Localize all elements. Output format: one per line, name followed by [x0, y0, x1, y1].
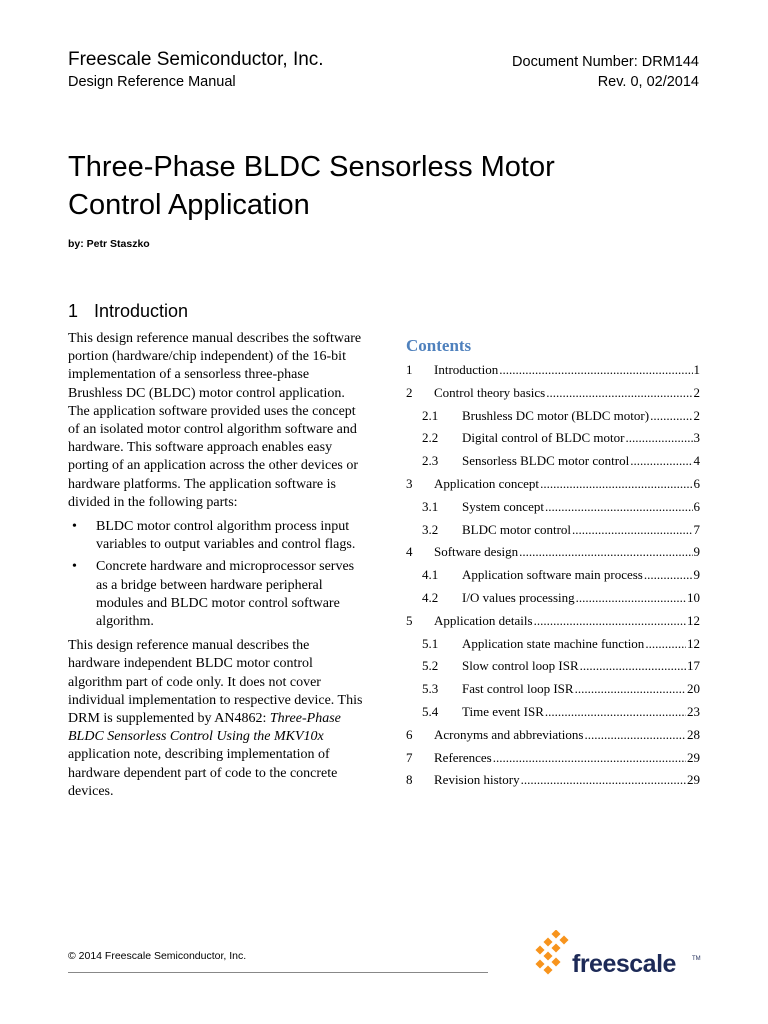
toc-entry[interactable] — [406, 476, 700, 499]
toc-entry-page: 17 — [687, 658, 700, 674]
title-line-1: Three-Phase BLDC Sensorless Motor — [68, 151, 555, 183]
logo-diamond — [551, 943, 560, 952]
logo-diamond — [543, 937, 552, 946]
toc-entry-number: 8 — [406, 772, 413, 788]
toc-entry[interactable] — [406, 544, 700, 567]
toc-leader-dots — [575, 681, 686, 697]
toc-entry-page: 29 — [687, 772, 700, 788]
bullet-symbol: • — [72, 559, 77, 575]
logo-diamond — [551, 957, 560, 966]
toc-entry[interactable] — [406, 658, 700, 681]
toc-entry-number: 5.1 — [422, 635, 439, 651]
toc-entry-page: 9 — [693, 544, 700, 560]
toc-entry-number: 3.2 — [422, 521, 439, 537]
toc-entry-number: 5.4 — [422, 703, 439, 719]
header-left — [68, 48, 324, 92]
logo-trademark: TM — [692, 956, 701, 962]
table-of-contents — [406, 336, 700, 795]
toc-entry-number: 5 — [406, 612, 413, 628]
paragraph-1: This design reference manual describes the software portion (hardware/chip independent) of the 16-bit implementation of a sensorless three-phase Brushless DC (BLDC) motor control application. The application software provided uses the concept of an isolated motor control algorithm software and hardware. This software approach enables easy porting of an application across the other devices or hardware platforms. The application software is divided in the following parts: — [68, 331, 362, 510]
toc-entry-page: 20 — [687, 681, 700, 697]
logo-diamond — [551, 930, 560, 939]
toc-entry-page: 12 — [687, 635, 700, 651]
paragraph-2-text-b: application note, describing implementation of hardware dependent part of code to the concrete devices. — [68, 747, 338, 799]
footer-divider — [68, 972, 488, 973]
toc-leader-dots — [580, 658, 686, 674]
toc-entry[interactable] — [406, 704, 700, 727]
toc-leader-dots — [630, 453, 692, 469]
toc-leader-dots — [493, 750, 686, 766]
toc-entry-number: 2 — [406, 384, 413, 400]
toc-entry[interactable] — [406, 430, 700, 453]
section-number: 1 — [68, 301, 79, 321]
logo-wordmark: freescale — [572, 950, 676, 978]
toc-entry-title: Time event ISR — [462, 703, 544, 719]
freescale-logo — [534, 930, 704, 980]
toc-entry[interactable] — [406, 499, 700, 522]
toc-entry-page: 2 — [693, 384, 700, 400]
toc-leader-dots — [540, 476, 692, 492]
list-item-text: Concrete hardware and microprocessor serves as a bridge between hardware peripheral modules and BLDC motor control software algorithm. — [96, 559, 355, 630]
toc-leader-dots — [545, 499, 693, 515]
toc-entry-number: 3 — [406, 475, 413, 491]
toc-entry-page: 9 — [693, 567, 700, 583]
toc-list — [406, 362, 700, 795]
toc-entry[interactable] — [406, 385, 700, 408]
toc-leader-dots — [625, 430, 692, 446]
toc-leader-dots — [645, 636, 686, 652]
toc-entry-number: 2.2 — [422, 430, 439, 446]
company-name: Freescale Semiconductor, Inc. — [68, 49, 324, 70]
author-byline: by: Petr Staszko — [68, 238, 150, 250]
toc-entry-page: 23 — [687, 703, 700, 719]
header-right — [512, 52, 699, 92]
list-item-text: BLDC motor control algorithm process input variables to output variables and control flags. — [96, 519, 356, 553]
toc-entry-title: Software design — [434, 544, 519, 560]
toc-entry-title: Application details — [434, 612, 533, 628]
toc-leader-dots — [499, 362, 692, 378]
toc-entry-page: 28 — [687, 726, 700, 742]
title-line-2: Control Application — [68, 189, 310, 221]
toc-entry-title: Digital control of BLDC motor — [462, 430, 625, 446]
paragraph-2 — [68, 637, 364, 801]
freescale-logo-mark-icon — [534, 930, 574, 976]
toc-entry-number: 4.2 — [422, 589, 439, 605]
toc-entry[interactable] — [406, 408, 700, 431]
toc-entry-title: Acronyms and abbreviations — [434, 726, 584, 742]
toc-heading: Contents — [406, 336, 472, 355]
toc-entry-number: 3.1 — [422, 498, 439, 514]
toc-entry-page: 4 — [693, 453, 700, 469]
toc-entry-title: Control theory basics — [434, 384, 546, 400]
revision: Rev. 0, 02/2014 — [597, 74, 699, 90]
toc-entry-title: References — [434, 749, 492, 765]
document-number: Document Number: DRM144 — [512, 54, 699, 70]
toc-entry-page: 3 — [693, 430, 700, 446]
toc-entry-title: Brushless DC motor (BLDC motor) — [462, 407, 650, 423]
toc-entry-title: BLDC motor control — [462, 521, 572, 537]
toc-entry-number: 2.3 — [422, 453, 439, 469]
logo-diamond — [535, 945, 544, 954]
toc-entry-page: 1 — [693, 362, 700, 377]
toc-leader-dots — [534, 613, 686, 629]
toc-leader-dots — [521, 772, 686, 788]
toc-entry-page: 29 — [687, 749, 700, 765]
toc-entry[interactable] — [406, 750, 700, 773]
toc-entry[interactable] — [406, 590, 700, 613]
body-text — [68, 330, 364, 807]
toc-leader-dots — [545, 704, 686, 720]
toc-entry-number: 5.3 — [422, 681, 439, 697]
toc-entry-title: Application concept — [434, 475, 540, 491]
toc-entry-title: Slow control loop ISR — [462, 658, 579, 674]
toc-entry-title: Revision history — [434, 772, 520, 788]
logo-diamond — [559, 935, 568, 944]
toc-leader-dots — [650, 408, 692, 424]
footer-copyright: © 2014 Freescale Semiconductor, Inc. — [68, 950, 247, 962]
toc-entry-page: 6 — [693, 498, 700, 514]
toc-entry-title: Application state machine function — [462, 635, 645, 651]
toc-leader-dots — [572, 522, 692, 538]
manual-type: Design Reference Manual — [68, 74, 236, 90]
logo-diamond — [543, 951, 552, 960]
toc-entry[interactable] — [406, 727, 700, 750]
list-item — [68, 558, 364, 631]
section-title: Introduction — [94, 301, 189, 321]
toc-entry-number: 1 — [406, 362, 413, 377]
toc-entry[interactable] — [406, 362, 700, 385]
document-title — [68, 148, 688, 224]
toc-entry-title: Application software main process — [462, 567, 643, 583]
toc-leader-dots — [519, 544, 692, 560]
bullet-list — [68, 518, 364, 631]
toc-entry-page: 2 — [693, 407, 700, 423]
toc-entry-title: System concept — [462, 498, 544, 514]
toc-entry[interactable] — [406, 453, 700, 476]
toc-entry-number: 4.1 — [422, 567, 439, 583]
toc-leader-dots — [644, 567, 693, 583]
toc-leader-dots — [546, 385, 692, 401]
toc-entry-number: 2.1 — [422, 407, 439, 423]
toc-entry-number: 6 — [406, 726, 413, 742]
list-item — [68, 518, 364, 554]
logo-diamond — [535, 959, 544, 968]
toc-entry-title: Sensorless BLDC motor control — [462, 453, 630, 469]
toc-entry-number: 7 — [406, 749, 413, 765]
app-note-title: Three-Phase BLDC Sensorless Control Using the MKV10x — [68, 711, 341, 745]
toc-entry-page: 12 — [687, 612, 700, 628]
toc-leader-dots — [584, 727, 686, 743]
toc-entry-page: 6 — [693, 475, 700, 491]
toc-leader-dots — [576, 590, 686, 606]
toc-entry[interactable] — [406, 613, 700, 636]
paragraph-2-text-a: This design reference manual describes the hardware independent BLDC motor control algorithm part of code only. It does not cover individual implementation to respective device. This DRM is supplemented by AN4862: — [68, 638, 363, 727]
bullet-symbol: • — [72, 519, 77, 535]
toc-entry[interactable] — [406, 772, 700, 795]
toc-entry-title: Fast control loop ISR — [462, 681, 574, 697]
toc-entry-number: 5.2 — [422, 658, 439, 674]
toc-entry[interactable] — [406, 567, 700, 590]
toc-entry-page: 10 — [687, 589, 700, 605]
toc-entry[interactable] — [406, 522, 700, 545]
toc-entry-title: I/O values processing — [462, 589, 575, 605]
logo-diamond — [543, 965, 552, 974]
toc-entry[interactable] — [406, 636, 700, 659]
toc-entry-number: 4 — [406, 544, 413, 560]
toc-entry[interactable] — [406, 681, 700, 704]
toc-entry-page: 7 — [693, 521, 700, 537]
section-heading — [68, 300, 188, 322]
toc-entry-title: Introduction — [434, 362, 499, 377]
